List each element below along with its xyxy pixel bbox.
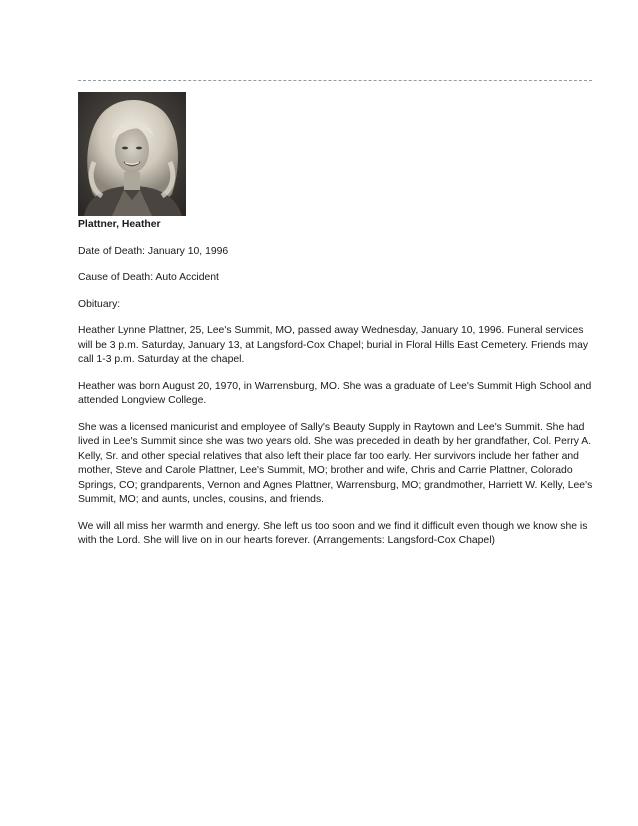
obituary-paragraph: Heather was born August 20, 1970, in Warrensburg, MO. She was a graduate of Lee's Summit High School and attended Longview College. bbox=[78, 380, 592, 406]
obituary-content bbox=[78, 218, 596, 561]
deceased-name: Plattner, Heather bbox=[78, 219, 161, 230]
obituary-label: Obituary: bbox=[78, 298, 121, 310]
cause-of-death: Cause of Death: Auto Accident bbox=[78, 272, 219, 283]
obituary-paragraph: We will all miss her warmth and energy. She left us too soon and we find it difficult even though we know she is with the Lord. She will live on in our hearts forever. (Arrangements: Langsford-Cox Chapel) bbox=[78, 520, 588, 546]
obituary-paragraph: She was a licensed manicurist and employee of Sally's Beauty Supply in Raytown and Lee's Summit. She had lived in Lee's Summit since she was two years old. She was preceded in death by her grandfather, Col. Perry A. Kelly, Sr. and other special relatives that also left their place far too early. Her survivors include her father and mother, Steve and Carole Plattner, Lee's Summit, MO; brother and wife, Chris and Carrie Plattner, Colorado Springs, CO; grandparents, Vernon and Agnes Plattner, Warrensburg, MO; grandmother, Harriett W. Kelly, Lee's Summit, MO; and aunts, uncles, cousins, and friends. bbox=[78, 421, 593, 505]
obituary-paragraph: Heather Lynne Plattner, 25, Lee's Summit, MO, passed away Wednesday, January 10, 1996. Funeral services will be 3 p.m. Saturday, January 13, at Langsford-Cox Chapel; burial in Floral Hills East Cemetery. Friends may call 1-3 p.m. Saturday at the chapel. bbox=[78, 325, 589, 365]
dashed-divider bbox=[78, 80, 592, 81]
date-of-death: Date of Death: January 10, 1996 bbox=[78, 245, 229, 257]
portrait-photo bbox=[78, 92, 186, 216]
